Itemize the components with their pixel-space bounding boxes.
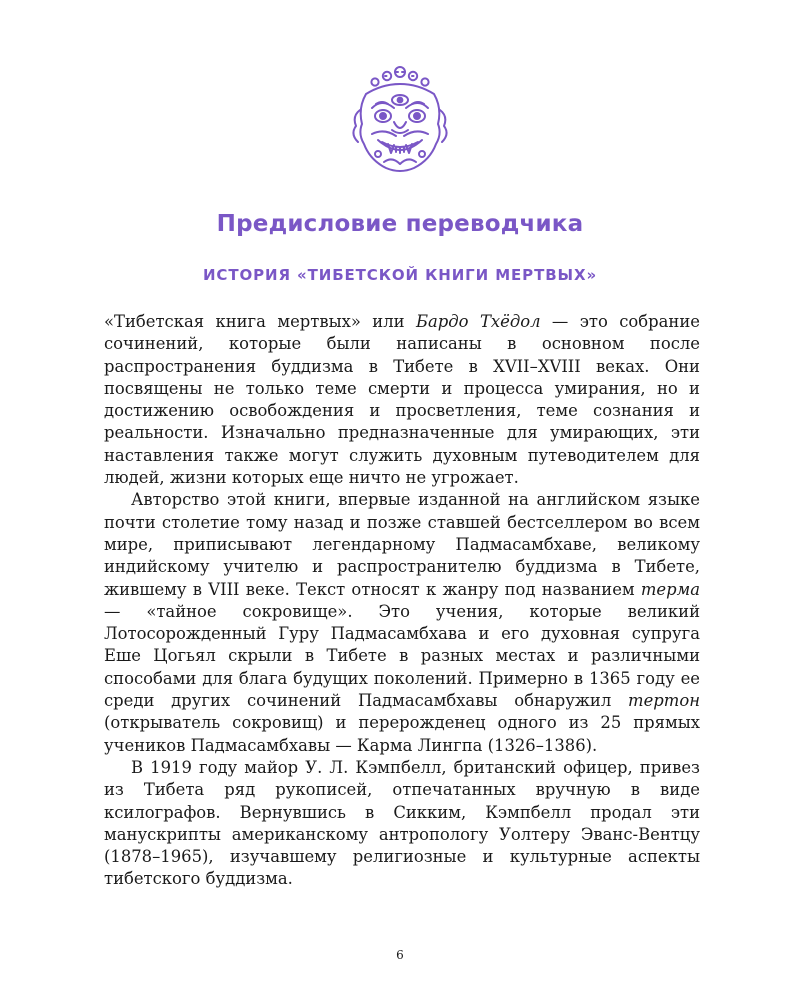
text-run: — «тайное сокровище». Это учения, которые великий Лотосорожденный Гуру Падмасамбхава и его духовная супруга Еше Цогьял скрыли в Тибете в разных местах и различными способами для блага будущих поколений. Примерно в 1365 году ее среди других сочинений Падмасамбхавы обнаружил <box>104 601 700 711</box>
paragraph-3 <box>104 757 700 891</box>
tibetan-mahakala-mask-icon <box>348 64 452 176</box>
paragraph-1 <box>104 311 700 489</box>
italic-term: тертон <box>628 691 700 711</box>
text-run: — это собрание сочинений, которые были написаны в основном после распространения буддизма в Тибете в XVII–XVIII веках. Они посвящены не только теме смерти и процесса умирания, но и достижению освобождения и просветления, теме сознания и реальности. Изначально предназначенные для умирающих, эти наставления также могут служить духовным путеводителем для людей, жизни которых еще ничто не угрожает. <box>104 312 700 488</box>
body-text <box>104 311 700 891</box>
page-number: 6 <box>396 948 404 962</box>
paragraph-2 <box>104 489 700 757</box>
chapter-title: Предисловие переводчика <box>216 211 584 237</box>
section-title: ИСТОРИЯ «ТИБЕТСКОЙ КНИГИ МЕРТВЫХ» <box>202 266 598 284</box>
text-run: Авторство этой книги, впервые изданной на английском языке почти столетие тому назад и позже ставшей бестселлером во всем мире, приписывают легендарному Падмасамбхаве, великому индийскому учителю и распространителю буддизма в Тибете, жившему в VIII веке. Текст относят к жанру под названием <box>104 490 700 599</box>
italic-term: Бардо Тхёдол <box>415 312 541 331</box>
text-run: «Тибетская книга мертвых» или <box>104 312 416 331</box>
text-run: В 1919 году майор У. Л. Кэмпбелл, британский офицер, привез из Тибета ряд рукописей, отпечатанных вручную в виде ксилографов. Вернувшись в Сикким, Кэмпбелл продал эти манускрипты американскому антропологу Уолтеру Эванс-Вентцу (1878–1965), изучавшему религиозные и культурные аспекты тибетского буддизма. <box>104 757 700 889</box>
italic-term: терма <box>640 579 700 599</box>
text-run: (открыватель сокровищ) и перерожденец одного из 25 прямых учеников Падмасамбхавы — Карма Лингпа (1326–1386). <box>104 713 700 755</box>
